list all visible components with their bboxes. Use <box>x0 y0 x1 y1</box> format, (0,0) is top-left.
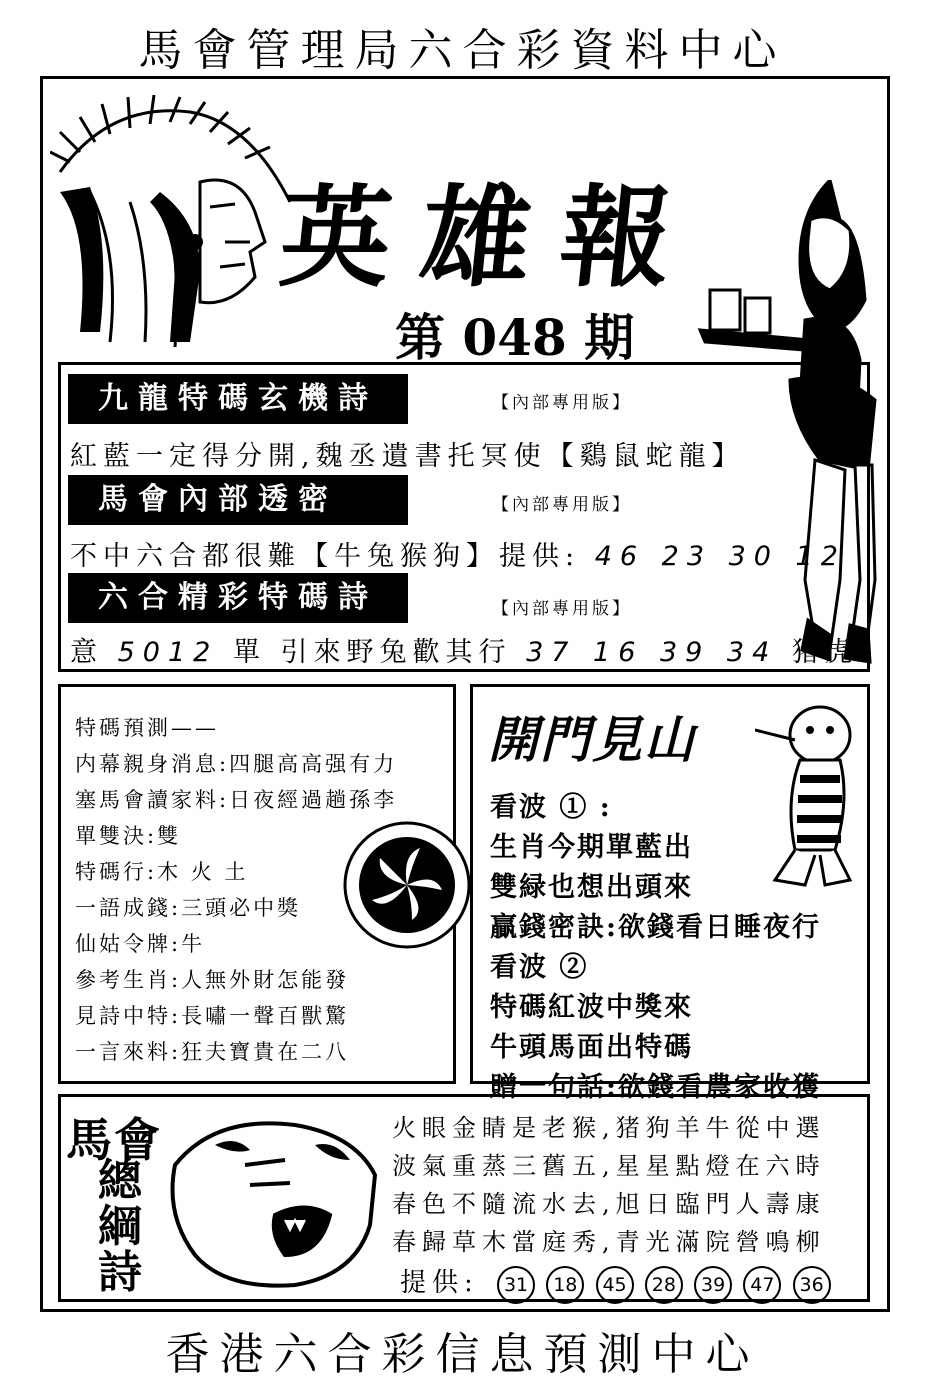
top-title: 馬會管理局六合彩資料中心 <box>138 25 787 76</box>
list-item: 一語成錢:三頭必中獎 <box>75 896 302 920</box>
masthead-title: 英雄報 <box>274 173 708 302</box>
section1-tag: 【內部專用版】 <box>492 393 632 413</box>
issue-number <box>395 298 634 370</box>
number-ball: 36 <box>793 1266 831 1304</box>
poem-line: 春歸草木當庭秀,青光滿院營鳴柳 <box>392 1228 826 1256</box>
number-ball: 47 <box>743 1266 781 1304</box>
list-item: 單雙決:雙 <box>75 824 182 848</box>
section2-text: 不中六合都很難【牛兔猴狗】提供: <box>70 541 581 572</box>
right-panel-lines <box>490 785 821 1105</box>
poem-line: 春色不隨流水去,旭日臨門人壽康 <box>392 1190 826 1218</box>
provide-label: 提供: <box>400 1268 479 1298</box>
section2-numbers: 46 23 30 12 <box>594 541 846 572</box>
list-item: 見詩中特:長嘯一聲百獸驚 <box>75 1004 350 1028</box>
poem-block <box>392 1108 826 1260</box>
chief-illustration <box>50 92 300 352</box>
section3-number: 5012 <box>117 637 219 668</box>
section3-tag: 【內部專用版】 <box>492 599 632 619</box>
right-panel-title: 開門見山 <box>488 710 696 769</box>
list-item: 仙姑令牌:牛 <box>75 932 206 956</box>
number-ball: 28 <box>645 1266 683 1304</box>
section2-tag: 【內部專用版】 <box>492 495 632 515</box>
list-item: 一言來料:狂夫寶貴在二八 <box>75 1040 350 1064</box>
poem-line: 波氣重蒸三舊五,星星點燈在六時 <box>392 1152 826 1180</box>
panel-line: 生肖今期單藍出 <box>490 832 693 863</box>
panel-line: 特碼紅波中獎來 <box>490 992 693 1023</box>
issue-value: 048 <box>462 308 567 367</box>
list-item: 參考生肖:人無外財怎能發 <box>75 968 350 992</box>
issue-prefix: 第 <box>395 308 445 367</box>
section3-prefix: 意 <box>70 637 103 668</box>
section3-bar: 六合精彩特碼詩 <box>68 573 408 623</box>
section3-text: 單 引來野兔歡其行 <box>232 637 512 668</box>
section1-line: 紅藍一定得分開,魏丞遺書托冥使【鷄鼠蛇龍】 <box>70 441 745 472</box>
poem-line: 火眼金睛是老猴,猪狗羊牛從中選 <box>392 1114 826 1142</box>
section3-suffix: 猪虎 <box>791 637 858 668</box>
panel-line: 牛頭馬面出特碼 <box>490 1032 693 1063</box>
bottom-title: 香港六合彩信息預測中心 <box>165 1329 760 1380</box>
bauhinia-seal <box>342 820 472 950</box>
number-ball: 39 <box>694 1266 732 1304</box>
section1-bar: 九龍特碼玄機詩 <box>68 374 408 424</box>
list-item: 特碼行:木 火 土 <box>75 860 249 884</box>
section2-line <box>70 534 846 573</box>
tiger-head-illustration <box>155 1105 385 1295</box>
list-item: 内幕親身消息:四腿高高强有力 <box>75 752 398 776</box>
number-ball: 31 <box>497 1266 535 1304</box>
bottom-title-top: 馬會 <box>66 1113 162 1167</box>
panel-line: 看波 ① : <box>490 792 612 823</box>
list-item: 塞馬會讀家料:日夜經過趟孫李 <box>75 788 398 812</box>
number-ball: 45 <box>596 1266 634 1304</box>
number-ball: 18 <box>546 1266 584 1304</box>
section2-bar: 馬會內部透密 <box>68 475 408 525</box>
section3-line <box>70 630 858 669</box>
section3-numbers: 37 16 39 34 <box>526 637 778 668</box>
panel-line: 贏錢密訣:欲錢看日睡夜行 <box>490 912 821 943</box>
list-item: 特碼預測—— <box>75 716 219 740</box>
panel-line: 雙緑也想出頭來 <box>490 872 693 903</box>
provide-row <box>400 1262 834 1304</box>
panel-line: 贈一句話:欲錢看農家收獲 <box>490 1072 821 1103</box>
bottom-title-side: 總綱詩 <box>98 1155 142 1298</box>
panel-line: 看波 ② <box>490 952 589 983</box>
issue-suffix: 期 <box>584 308 635 367</box>
